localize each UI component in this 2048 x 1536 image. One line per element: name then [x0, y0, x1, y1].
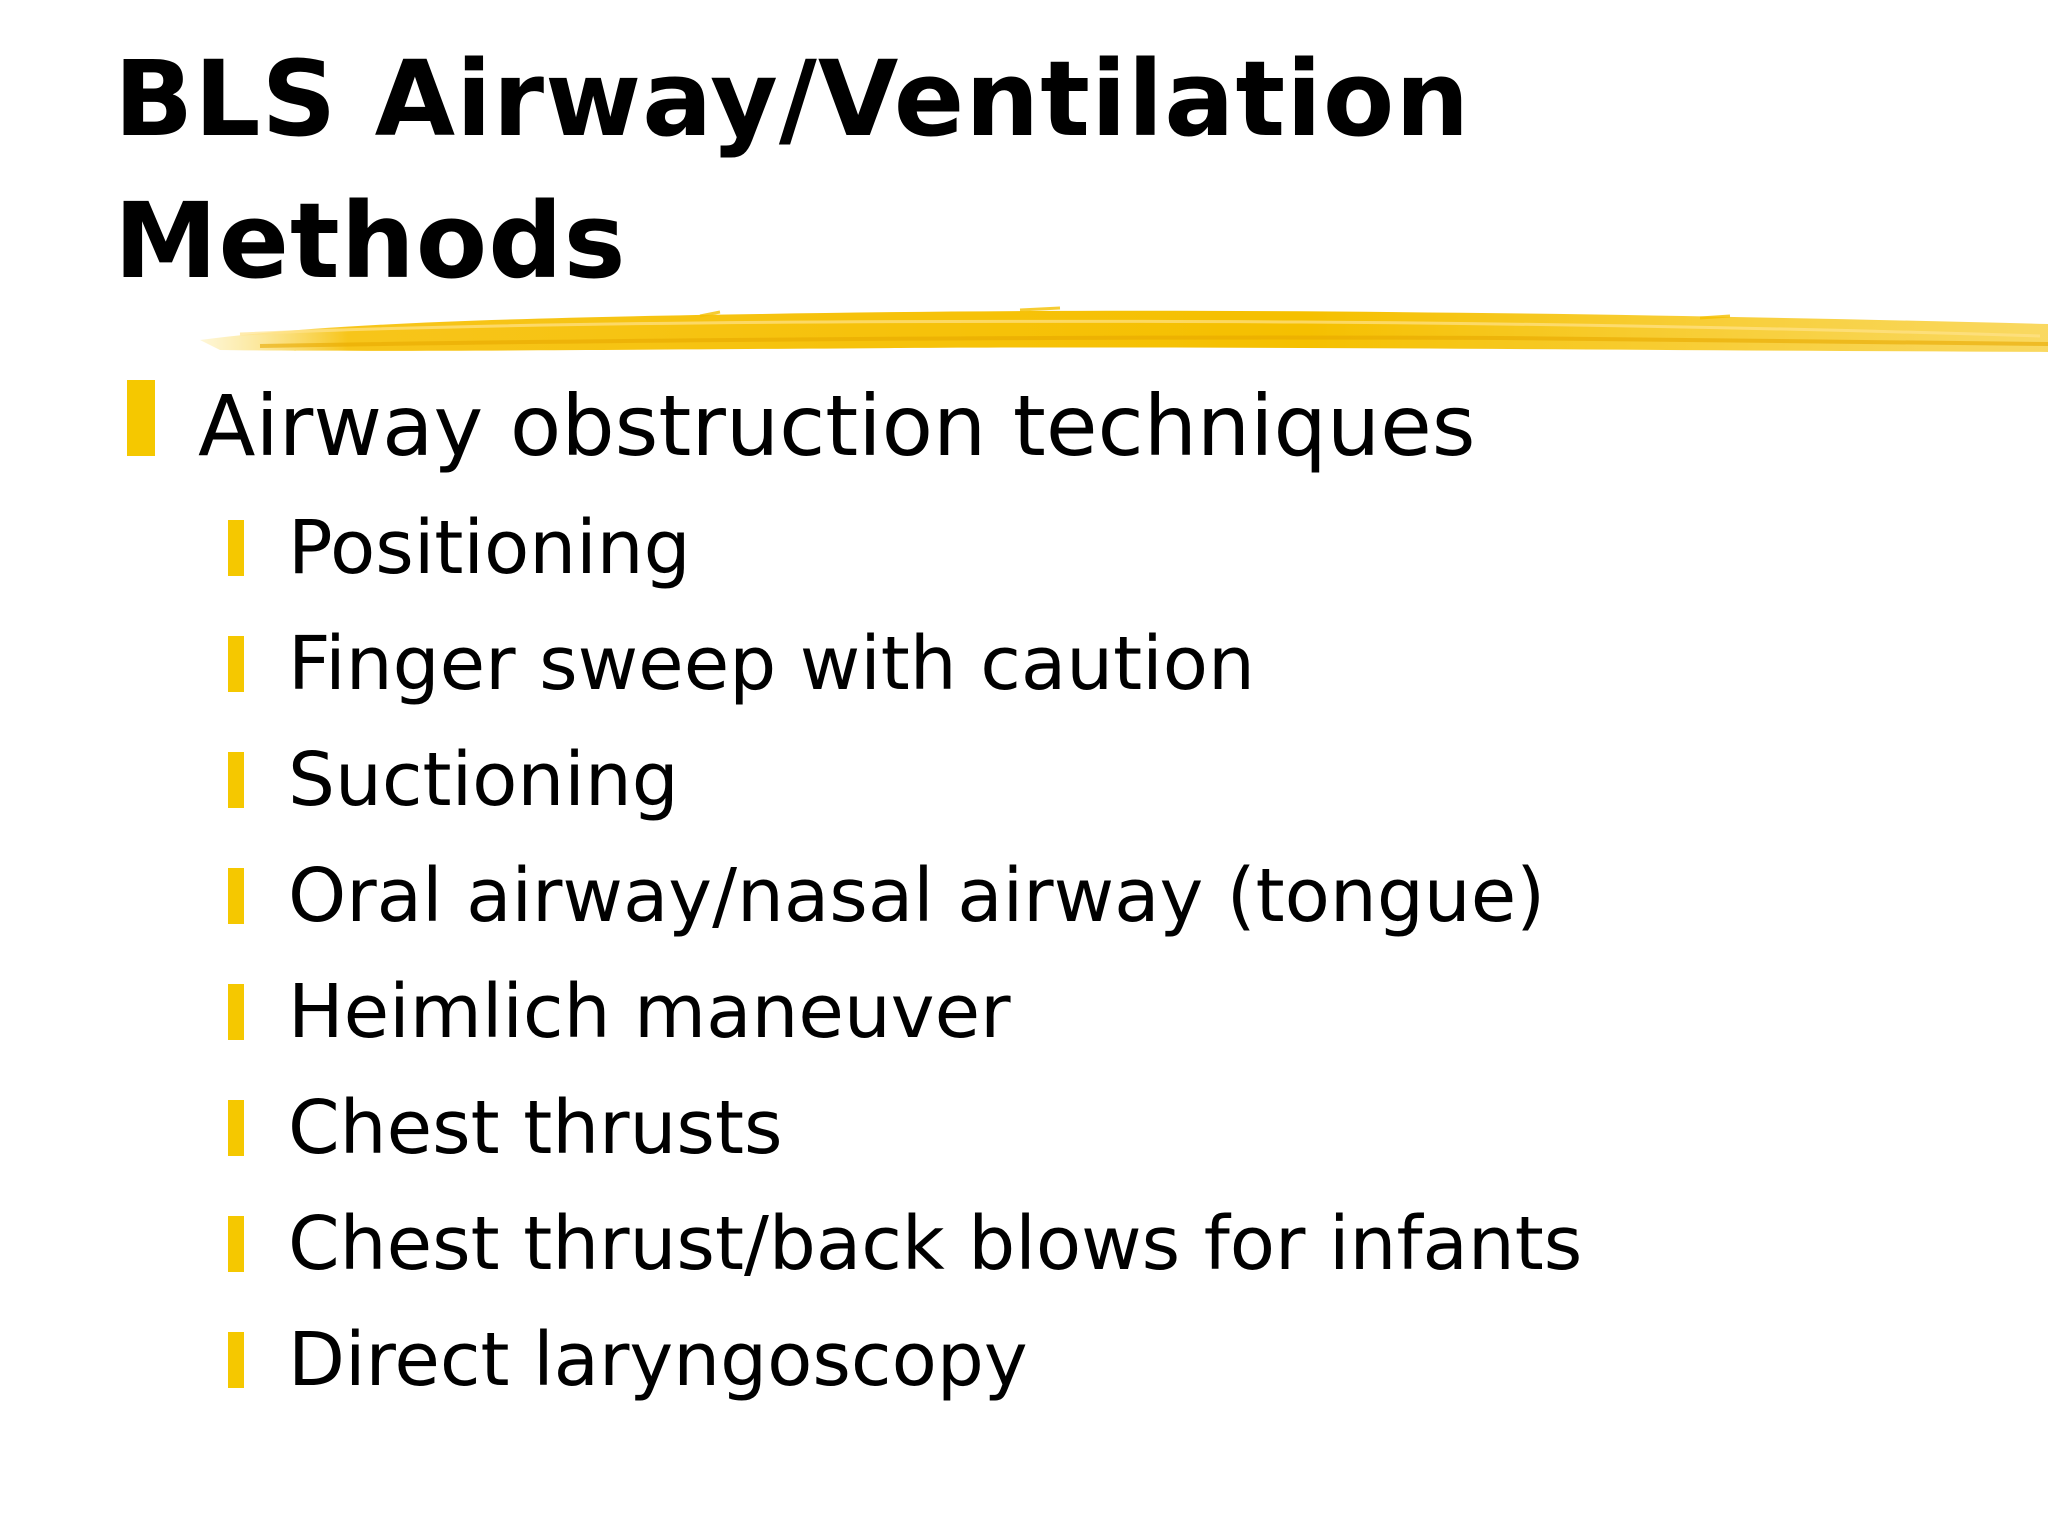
slide-title-line-2: Methods — [114, 180, 627, 302]
yellow-bullet-icon — [228, 636, 244, 692]
yellow-bullet-icon — [127, 380, 155, 456]
sub-bullet-text: Finger sweep with caution — [288, 621, 1255, 707]
sub-bullet-text: Chest thrusts — [288, 1085, 783, 1171]
sub-bullet-text: Positioning — [288, 505, 691, 591]
sub-bullet-text: Suctioning — [288, 737, 679, 823]
yellow-bullet-icon — [228, 984, 244, 1040]
yellow-bullet-icon — [228, 868, 244, 924]
yellow-bullet-icon — [228, 520, 244, 576]
yellow-bullet-icon — [228, 1216, 244, 1272]
sub-bullet-text: Chest thrust/back blows for infants — [288, 1201, 1583, 1287]
slide-title-line-1: BLS Airway/Ventilation — [114, 38, 1471, 160]
main-bullet-text: Airway obstruction techniques — [198, 377, 1476, 475]
yellow-bullet-icon — [228, 1332, 244, 1388]
sub-bullet-text: Oral airway/nasal airway (tongue) — [288, 853, 1546, 939]
yellow-bullet-icon — [228, 752, 244, 808]
sub-bullet-text: Heimlich maneuver — [288, 969, 1011, 1055]
yellow-bullet-icon — [228, 1100, 244, 1156]
sub-bullet-text: Direct laryngoscopy — [288, 1317, 1028, 1403]
